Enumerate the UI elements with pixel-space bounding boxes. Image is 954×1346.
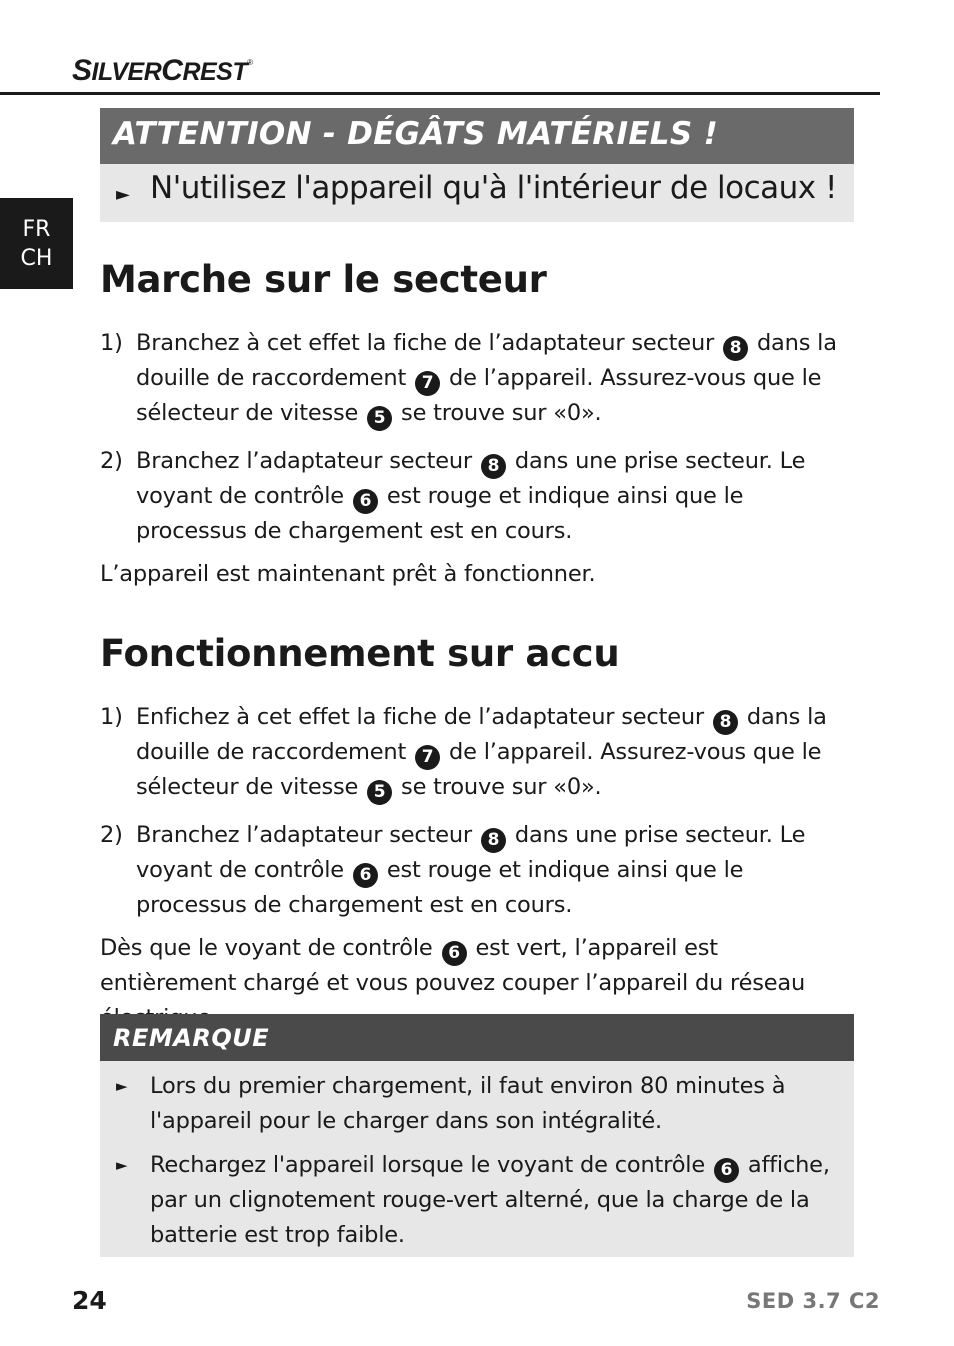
note-body (100, 1061, 854, 1257)
battery-steps (100, 700, 860, 923)
ref-number-icon: 6 (442, 941, 467, 966)
ref-number-icon: 8 (481, 828, 506, 853)
list-item: ► Lors du premier chargement, il faut environ 80 minutes à l'appareil pour le charger dans son intégralité. (100, 1069, 838, 1139)
ref-number-icon: 6 (714, 1158, 739, 1183)
attention-box (100, 108, 854, 222)
ref-number-icon: 6 (353, 489, 378, 514)
ref-number-icon: 8 (723, 336, 748, 361)
page-number: 24 (72, 1286, 107, 1315)
ref-number-icon: 5 (367, 780, 392, 805)
attention-text: N'utilisez l'appareil qu'à l'intérieur de locaux ! (150, 170, 837, 206)
step-number: 2) (100, 822, 123, 848)
header-rule (0, 92, 880, 95)
language-code-fr: FR (22, 217, 51, 242)
section-title-battery: Fonctionnement sur accu (100, 632, 620, 675)
list-item: ► Rechargez l'appareil lorsque le voyant de contrôle 6 affiche, par un clignotement rouge-vert alterné, que la charge de la batterie est trop faible. (100, 1148, 838, 1253)
language-code-ch: CH (20, 246, 53, 271)
step-number: 1) (100, 704, 123, 730)
arrow-bullet-icon: ► (116, 184, 130, 205)
language-tab (0, 198, 73, 289)
note-box (100, 1014, 854, 1257)
ref-number-icon: 6 (353, 863, 378, 888)
step-number: 2) (100, 448, 123, 474)
ref-number-icon: 5 (367, 406, 392, 431)
attention-body (100, 164, 854, 222)
ref-number-icon: 7 (415, 745, 440, 770)
mains-closing-text: L’appareil est maintenant prêt à fonctionner. (100, 561, 596, 587)
list-item: 2) Branchez l’adaptateur secteur 8 dans une prise secteur. Le voyant de contrôle 6 est rouge et indique ainsi que le processus de chargement est en cours. (100, 444, 860, 549)
step-number: 1) (100, 330, 123, 356)
arrow-bullet-icon: ► (116, 1077, 128, 1095)
list-item: 1) Enfichez à cet effet la fiche de l’adaptateur secteur 8 dans la douille de raccordement 7 de l’appareil. Assurez-vous que le sélecteur de vitesse 5 se trouve sur «0». (100, 700, 860, 805)
ref-number-icon: 7 (415, 371, 440, 396)
brand-logo: SILVERCREST® (72, 54, 253, 87)
model-number: SED 3.7 C2 (746, 1289, 880, 1313)
ref-number-icon: 8 (481, 454, 506, 479)
battery-closing-text: Dès que le voyant de contrôle 6 est vert, l’appareil est entièrement chargé et vous pouvez couper l’appareil du réseau (100, 935, 806, 996)
attention-title: ATTENTION - DÉGÂTS MATÉRIELS ! (100, 108, 854, 164)
section-title-mains: Marche sur le secteur (100, 258, 547, 301)
arrow-bullet-icon: ► (116, 1156, 128, 1174)
mains-steps (100, 326, 860, 549)
list-item: 1) Branchez à cet effet la fiche de l’adaptateur secteur 8 dans la douille de raccordement 7 de l’appareil. Assurez-vous que le sélecteur de vitesse 5 se trouve sur «0». (100, 326, 860, 431)
list-item: 2) Branchez l’adaptateur secteur 8 dans une prise secteur. Le voyant de contrôle 6 est rouge et indique ainsi que le processus de chargement est en cours. (100, 818, 860, 923)
ref-number-icon: 8 (713, 710, 738, 735)
note-title: REMARQUE (100, 1014, 854, 1061)
